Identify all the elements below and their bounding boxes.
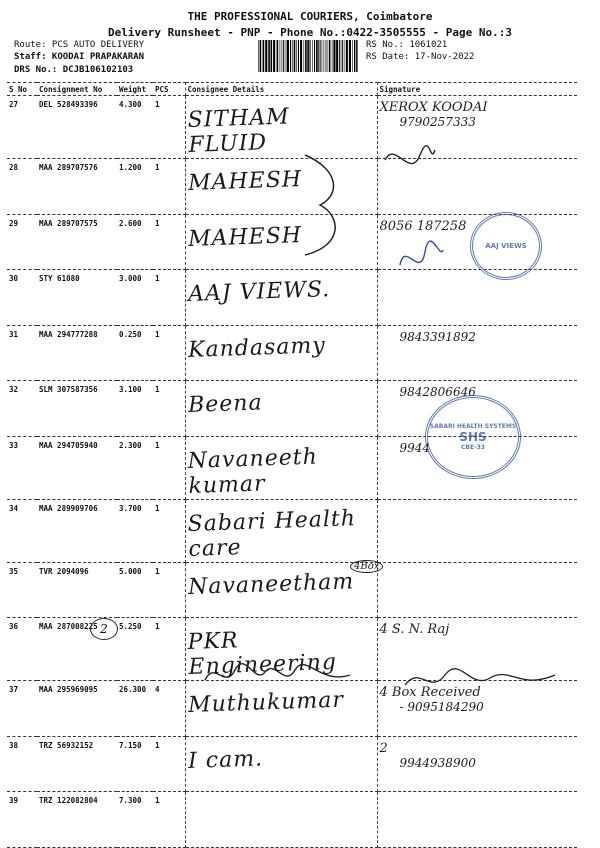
signature-text: 4 S. N. Raj [379, 622, 450, 637]
signature-text: 4 Box Received [379, 685, 481, 700]
cell-pcs: 1 [153, 96, 185, 159]
cell-pcs: 1 [153, 381, 185, 437]
cell-consignment-no: TVR 2094096 [37, 562, 117, 618]
cell-pcs: 1 [153, 618, 185, 681]
aaj-views-stamp [470, 212, 542, 280]
consignee-name: PKR Engineering [186, 628, 337, 680]
cell-consignment-no: MAA 289707575 [37, 214, 117, 270]
stamp-text: SHS [459, 430, 487, 444]
rs-number: RS No.: 1061021 [366, 40, 448, 50]
cell-signature [377, 270, 577, 326]
col-pcs-header: PCS [153, 83, 185, 96]
cell-consignment-no: SLM 307587356 [37, 381, 117, 437]
cell-weight: 0.250 [117, 325, 153, 381]
cell-sno: 29 [7, 214, 37, 270]
cell-pcs: 1 [153, 562, 185, 618]
cell-pcs: 1 [153, 736, 185, 792]
consignee-name: Sabari Health care [186, 505, 356, 562]
signature-text: 8056 187258 [379, 218, 467, 234]
cell-weight: 2.300 [117, 436, 153, 499]
signature-phone: 9790257333 [399, 115, 476, 129]
cell-weight: 26.300 [117, 681, 153, 737]
consignee-name [187, 789, 374, 804]
barcode-bar [310, 40, 311, 72]
table-row [7, 96, 577, 159]
cell-consignee [185, 499, 377, 562]
table-row [7, 270, 577, 326]
cell-sno: 31 [7, 325, 37, 381]
cell-weight: 2.600 [117, 214, 153, 270]
cell-pcs: 4 [153, 681, 185, 737]
cell-weight: 3.100 [117, 381, 153, 437]
barcode-bar [324, 40, 325, 72]
signature-phone: 9944 [399, 440, 431, 455]
cell-pcs: 1 [153, 214, 185, 270]
barcode-bar [290, 40, 291, 72]
runsheet-title: THE PROFESSIONAL COURIERS, Coimbatore [187, 10, 433, 23]
box-note: 4Box [350, 560, 383, 573]
barcode-bar [296, 40, 297, 72]
cell-consignee [185, 562, 377, 618]
barcode-bar [356, 40, 357, 72]
signature-phone: 9843391892 [399, 329, 476, 344]
stamp-sub-text: CBE-33 [461, 444, 485, 451]
col-signature-header: Signature [377, 83, 577, 96]
barcode-bar [352, 40, 353, 72]
cell-consignment-no: DEL 528493396 [37, 96, 117, 159]
cell-signature [377, 681, 577, 737]
barcode-bar [268, 40, 270, 72]
barcode-bar [314, 40, 315, 72]
cell-pcs: 1 [153, 159, 185, 215]
cell-consignee [185, 96, 377, 159]
barcode-bar [339, 40, 340, 72]
consignee-name: Kandasamy [187, 332, 326, 363]
barcode-bar [326, 40, 327, 72]
cell-consignee [185, 436, 377, 499]
barcode-bar [342, 40, 343, 72]
cell-signature [377, 736, 577, 792]
table-row [7, 681, 577, 737]
barcode-bar [280, 40, 281, 72]
barcode-bar [332, 40, 333, 72]
cell-pcs: 1 [153, 499, 185, 562]
cell-weight: 3.700 [117, 499, 153, 562]
consignee-name: Navaneetham [187, 568, 355, 600]
barcode-bar [265, 40, 267, 72]
cell-signature [377, 96, 577, 159]
cell-consignment-no: MAA 294777288 [37, 325, 117, 381]
barcode-bar [298, 40, 299, 72]
cell-consignee [185, 736, 377, 792]
barcode-bar [318, 40, 319, 72]
cell-pcs: 1 [153, 436, 185, 499]
signature-phone: - 9095184290 [399, 700, 484, 714]
barcode-bar [307, 40, 309, 72]
cell-consignee [185, 381, 377, 437]
cell-sno: 35 [7, 562, 37, 618]
staff-label: Staff: KOODAI PRAPAKARAN [14, 52, 145, 62]
cell-consignment-no: STY 61080 [37, 270, 117, 326]
col-weight-header: Weight [117, 83, 153, 96]
barcode-bar [357, 40, 358, 72]
cell-signature [377, 325, 577, 381]
barcode-bar [282, 40, 283, 72]
stamp-ring-text: SABARI HEALTH SYSTEMS [429, 423, 517, 430]
table-row [7, 736, 577, 792]
cell-consignee [185, 618, 377, 681]
cell-pcs: 1 [153, 792, 185, 848]
cell-sno: 28 [7, 159, 37, 215]
barcode-bar [320, 40, 321, 72]
rs-date: RS Date: 17-Nov-2022 [366, 52, 475, 62]
cell-sno: 30 [7, 270, 37, 326]
cell-sno: 32 [7, 381, 37, 437]
cell-consignment-no: MAA 287008225 [37, 618, 117, 681]
cell-consignment-no: MAA 294705940 [37, 436, 117, 499]
barcode-bar [300, 40, 302, 72]
barcode-bar [277, 40, 279, 72]
runsheet-subtitle: Delivery Runsheet - PNP - Phone No.:0422-3505555 - Page No.:3 [108, 26, 512, 39]
consignee-name: MAHESH [187, 222, 302, 252]
barcode-bar [260, 40, 262, 72]
cell-consignment-no: TRZ 122082804 [37, 792, 117, 848]
cell-weight: 7.300 [117, 792, 153, 848]
barcode-bar [287, 40, 289, 72]
cell-consignment-no: MAA 295969095 [37, 681, 117, 737]
table-row [7, 325, 577, 381]
cell-consignee [185, 159, 377, 215]
cell-sno: 27 [7, 96, 37, 159]
cell-sno: 39 [7, 792, 37, 848]
barcode-bar [346, 40, 348, 72]
table-row [7, 159, 577, 215]
signature-phone: 9842806646 [399, 385, 476, 399]
barcode-bar [258, 40, 259, 72]
stamp-text: AAJ VIEWS [485, 242, 527, 250]
table-row [7, 562, 577, 618]
table-header-row [7, 83, 577, 96]
signature-text: XEROX KOODAI [379, 100, 488, 115]
cell-consignee [185, 270, 377, 326]
consignee-name: Beena [187, 390, 263, 418]
cell-sno: 38 [7, 736, 37, 792]
cell-weight: 3.000 [117, 270, 153, 326]
signature-text: 2 [379, 740, 388, 756]
cell-sno: 37 [7, 681, 37, 737]
cell-signature [377, 618, 577, 681]
barcode-bar [329, 40, 331, 72]
cell-weight: 4.300 [117, 96, 153, 159]
cell-signature [377, 562, 577, 618]
col-consignment-header: Consignment No [37, 83, 117, 96]
cell-sno: 34 [7, 499, 37, 562]
consignee-name: AAJ VIEWS. [187, 277, 331, 307]
cell-consignee [185, 681, 377, 737]
barcode-bar [349, 40, 351, 72]
cell-pcs: 1 [153, 325, 185, 381]
cell-consignment-no: MAA 289707576 [37, 159, 117, 215]
consignee-name: MAHESH [187, 167, 302, 196]
barcode-bar [286, 40, 287, 72]
barcode-bar [273, 40, 275, 72]
cell-weight: 5.250 [117, 618, 153, 681]
cell-consignee [185, 214, 377, 270]
consignee-name: SITHAM FLUID [186, 104, 290, 158]
barcode-bar [336, 40, 338, 72]
cell-sno: 36 [7, 618, 37, 681]
consignee-name: Muthukumar [187, 687, 344, 718]
barcode-bar [333, 40, 335, 72]
cell-consignment-no: MAA 289909706 [37, 499, 117, 562]
barcode-bar [263, 40, 265, 72]
col-consignee-header: Consignee Details [185, 83, 377, 96]
cell-weight: 7.150 [117, 736, 153, 792]
cell-sno: 33 [7, 436, 37, 499]
drs-number: DRS No.: DCJB106102103 [14, 65, 134, 75]
cell-consignment-no: TRZ 56932152 [37, 736, 117, 792]
barcode-bar [327, 40, 328, 72]
barcode-bar [292, 40, 293, 72]
consignee-name: I cam. [187, 745, 264, 774]
barcode-bar [271, 40, 273, 72]
barcode-bar [304, 40, 305, 72]
table-row [7, 499, 577, 562]
barcode-bar [283, 40, 284, 72]
barcode [258, 40, 358, 72]
cell-signature [377, 499, 577, 562]
barcode-bar [312, 40, 313, 72]
route-label: Route: PCS AUTO DELIVERY [14, 40, 145, 50]
barcode-bar [344, 40, 345, 72]
signature-phone: 9944938900 [399, 755, 476, 770]
col-sno-header: S No [7, 83, 37, 96]
barcode-bar [294, 40, 296, 72]
circled-mark: 2 [90, 618, 118, 640]
barcode-bar [305, 40, 307, 72]
cell-consignee [185, 325, 377, 381]
cell-weight: 1.200 [117, 159, 153, 215]
cell-signature [377, 159, 577, 215]
cell-pcs: 1 [153, 270, 185, 326]
barcode-bar [354, 40, 355, 72]
barcode-bar [316, 40, 318, 72]
consignee-name: Navaneeth kumar [186, 443, 318, 499]
sabari-stamp [425, 395, 521, 479]
cell-weight: 5.000 [117, 562, 153, 618]
barcode-bar [322, 40, 323, 72]
